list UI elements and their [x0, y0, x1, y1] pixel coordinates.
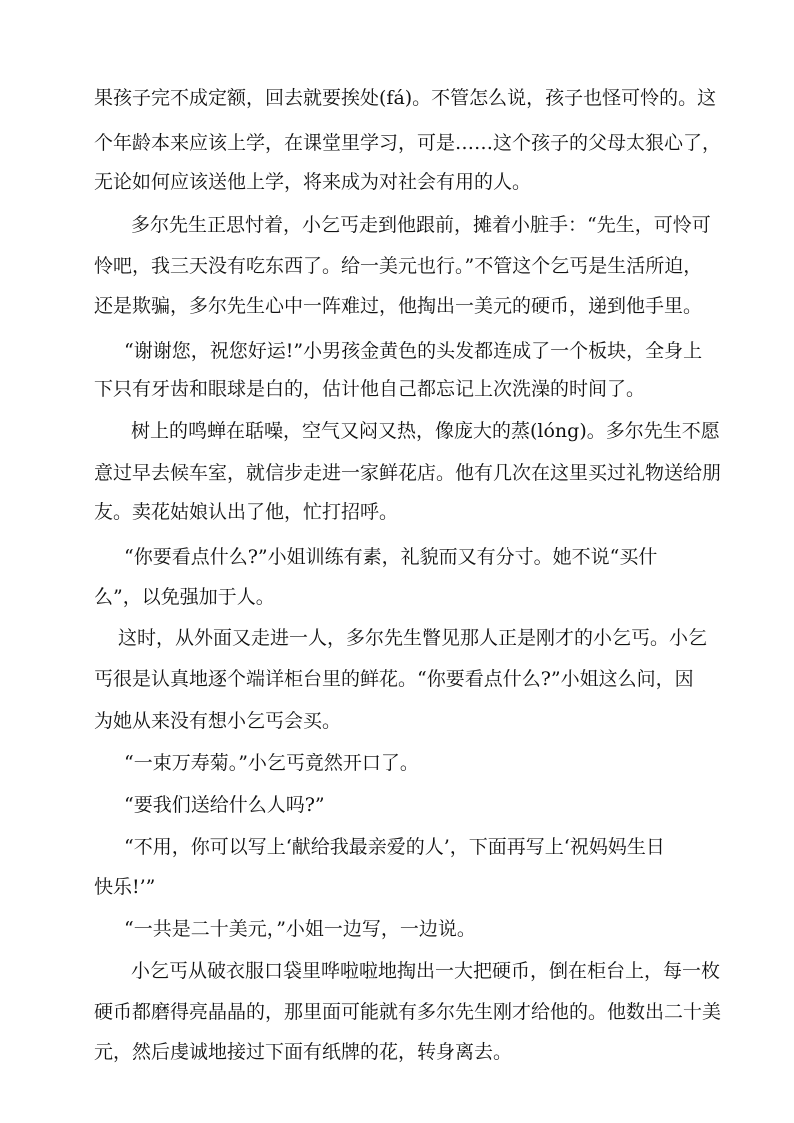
- text-line: 快乐!’”: [94, 876, 156, 898]
- text-line: 怜吧，我三天没有吃东西了。给一美元也行。”不管这个乞丐是生活所迫，: [94, 255, 703, 277]
- text-line: 个年龄本来应该上学，在课堂里学习，可是……这个孩子的父母太狠心了，: [94, 132, 722, 154]
- text-line: 友。卖花姑娘认出了他，忙打招呼。: [94, 501, 399, 523]
- text-line: “你要看点什么?”小姐训练有素，礼貌而又有分寸。她不说“买什: [124, 546, 658, 568]
- text-line: 为她从来没有想小乞丐会买。: [94, 710, 342, 732]
- text-line: “谢谢您，祝您好运!”小男孩金黄色的头发都连成了一个板块，全身上: [124, 340, 703, 362]
- text-line: 这时，从外面又走进一人，多尔先生瞥见那人正是刚才的小乞丐。小乞: [118, 627, 708, 649]
- text-line: 多尔先生正思忖着，小乞丐走到他跟前，摊着小脏手：“先生，可怜可: [131, 214, 711, 236]
- text-line: 丐很是认真地逐个端详柜台里的鲜花。“你要看点什么?”小姐这么问，因: [94, 668, 694, 690]
- text-line: 还是欺骗，多尔先生心中一阵难过，他掏出一美元的硬币，递到他手里。: [94, 295, 703, 317]
- text-line: 无论如何应该送他上学，将来成为对社会有用的人。: [94, 171, 532, 193]
- text-line: “一束万寿菊。”小乞丐竟然开口了。: [124, 752, 419, 774]
- text-line: “不用，你可以写上‘献给我最亲爱的人’，下面再写上‘祝妈妈生日: [124, 836, 665, 858]
- text-line: “一共是二十美元，”小姐一边写，一边说。: [124, 918, 476, 940]
- text-line: 么”，以免强加于人。: [94, 586, 275, 608]
- text-line: 果孩子完不成定额，回去就要挨处(fá)。不管怎么说，孩子也怪可怜的。这: [94, 87, 717, 109]
- text-line: 硬币都磨得亮晶晶的，那里面可能就有多尔先生刚才给他的。他数出二十美: [94, 1001, 722, 1023]
- text-line: 小乞丐从破衣服口袋里哗啦啦地掏出一大把硬币，倒在柜台上，每一枚: [131, 960, 721, 982]
- text-line: 意过早去候车室，就信步走进一家鲜花店。他有几次在这里买过礼物送给朋: [94, 462, 722, 484]
- text-line: 元，然后虔诚地接过下面有纸牌的花，转身离去。: [94, 1041, 513, 1063]
- text-line: 下只有牙齿和眼球是白的，估计他自己都忘记上次洗澡的时间了。: [94, 378, 646, 400]
- text-line: 树上的鸣蝉在聒噪，空气又闷又热，像庞大的蒸(lóng)。多尔先生不愿: [131, 420, 720, 442]
- text-line: “要我们送给什么人吗?”: [124, 794, 325, 816]
